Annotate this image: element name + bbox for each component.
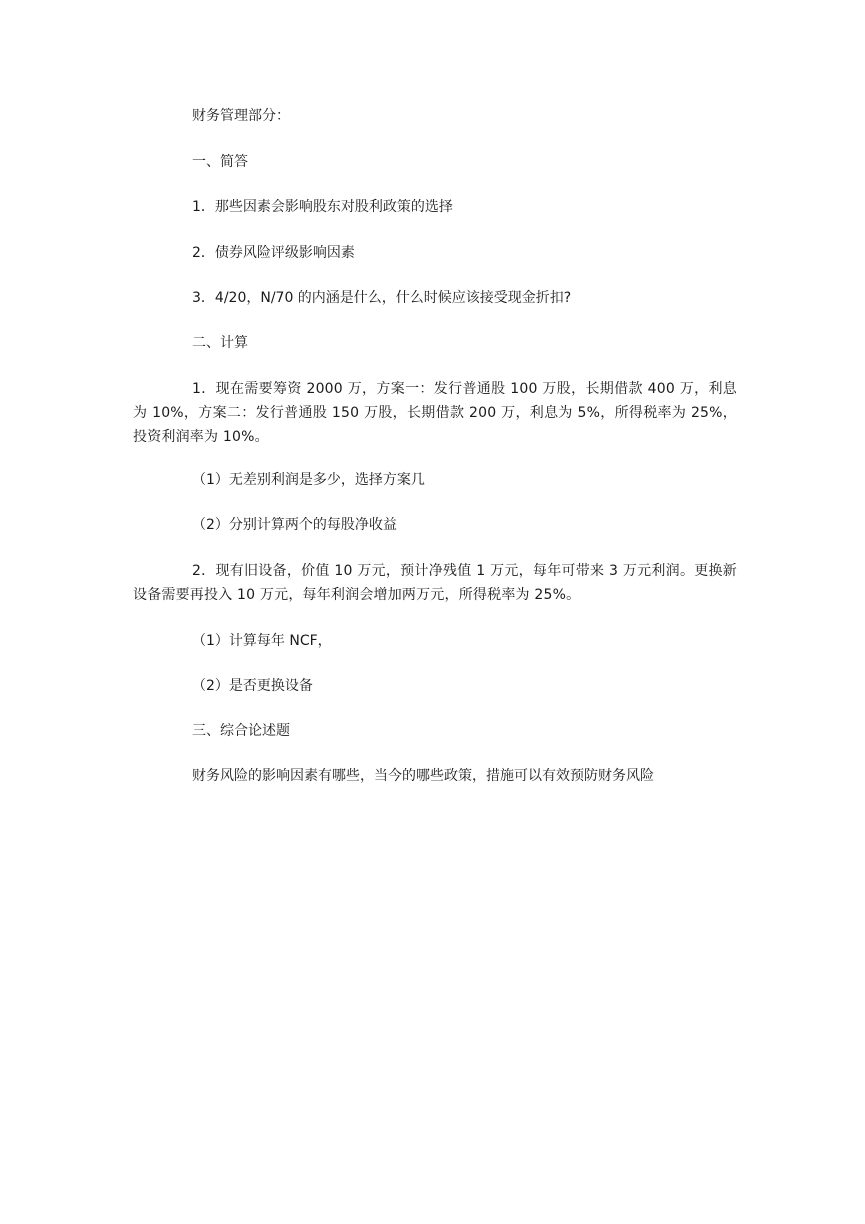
section-1-item-2: 2．债券风险评级影响因素 bbox=[192, 245, 355, 261]
section-3-text: 财务风险的影响因素有哪些，当今的哪些政策，措施可以有效预防财务风险 bbox=[192, 768, 654, 784]
section-2-question-2-sub-1: （1）计算每年 NCF， bbox=[192, 633, 332, 649]
section-3-heading: 三、综合论述题 bbox=[192, 723, 290, 739]
section-1-item-3: 3．4/20，N/70 的内涵是什么，什么时候应该接受现金折扣? bbox=[192, 290, 572, 306]
section-1-heading: 一、简答 bbox=[192, 154, 248, 170]
section-2-question-2: 2．现有旧设备，价值 10 万元，预计净残值 1 万元，每年可带来 3 万元利润。更换新设备需要再投入 10 万元，每年利润会增加两万元，所得税率为 25%。 bbox=[133, 563, 737, 603]
section-1-item-1: 1．那些因素会影响股东对股利政策的选择 bbox=[192, 199, 453, 215]
section-2-question-1: 1．现在需要筹资 2000 万，方案一：发行普通股 100 万股，长期借款 400 万，利息为 10%，方案二：发行普通股 150 万股，长期借款 200 万，利息为 5%，所得税率为 25%，投资利润率为 10%。 bbox=[133, 381, 737, 445]
section-2-question-2-sub-2: （2）是否更换设备 bbox=[192, 678, 313, 694]
section-2-heading: 二、计算 bbox=[192, 335, 248, 351]
section-2-question-1-sub-1: （1）无差别利润是多少，选择方案几 bbox=[192, 472, 425, 488]
section-2-question-1-sub-2: （2）分别计算两个的每股净收益 bbox=[192, 517, 397, 533]
document-title: 财务管理部分： bbox=[192, 108, 290, 124]
